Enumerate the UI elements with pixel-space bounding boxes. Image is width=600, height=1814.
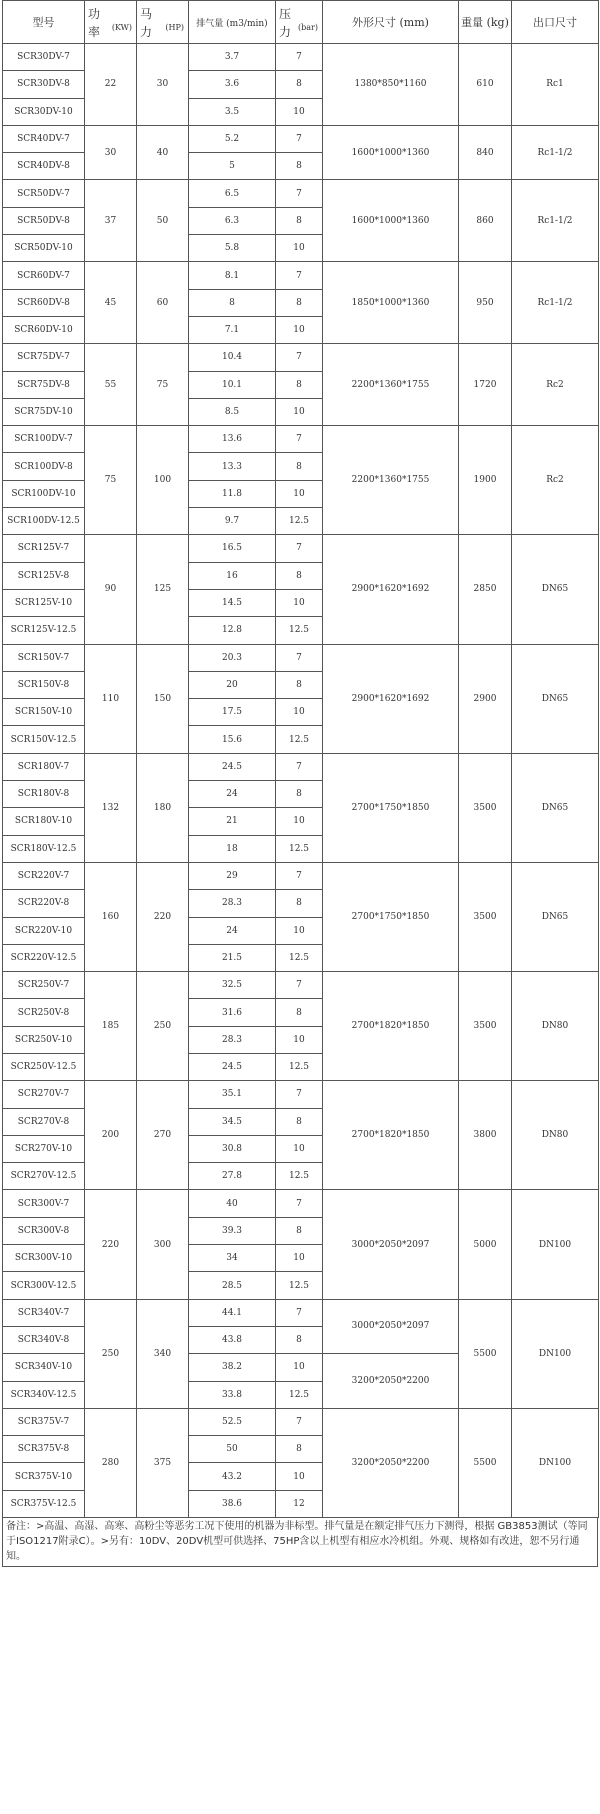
- port-cell: DN100: [512, 1190, 599, 1299]
- pres-cell: 10: [276, 235, 323, 262]
- hp-cell: 375: [137, 1408, 189, 1517]
- wt-cell: 2850: [459, 535, 512, 644]
- air-cell: 6.3: [189, 207, 276, 234]
- air-cell: 11.8: [189, 480, 276, 507]
- wt-cell: 3500: [459, 862, 512, 971]
- air-cell: 28.3: [189, 890, 276, 917]
- dim-cell: 2900*1620*1692: [323, 644, 459, 753]
- air-cell: 30.8: [189, 1135, 276, 1162]
- dim-cell: 1600*1000*1360: [323, 125, 459, 180]
- port-cell: DN65: [512, 753, 599, 862]
- air-cell: 24.5: [189, 1053, 276, 1080]
- port-cell: DN100: [512, 1408, 599, 1517]
- table-row: [3, 1299, 599, 1326]
- wt-cell: 1900: [459, 426, 512, 535]
- table-row: [3, 262, 599, 289]
- pres-cell: 7: [276, 753, 323, 780]
- model-cell: SCR340V-12.5: [3, 1381, 85, 1408]
- pres-cell: 10: [276, 98, 323, 125]
- pres-cell: 8: [276, 371, 323, 398]
- hp-cell: 30: [137, 44, 189, 126]
- header-weight: 重量 (kg): [459, 1, 512, 44]
- dim-cell: 2200*1360*1755: [323, 344, 459, 426]
- header-dim: 外形尺寸 (mm): [323, 1, 459, 44]
- model-cell: SCR270V-8: [3, 1108, 85, 1135]
- model-cell: SCR300V-7: [3, 1190, 85, 1217]
- dim-cell: 1850*1000*1360: [323, 262, 459, 344]
- pres-cell: 8: [276, 1217, 323, 1244]
- model-cell: SCR220V-12.5: [3, 944, 85, 971]
- air-cell: 20: [189, 671, 276, 698]
- pw-cell: 200: [85, 1081, 137, 1190]
- dim-cell: 2900*1620*1692: [323, 535, 459, 644]
- model-cell: SCR340V-8: [3, 1326, 85, 1353]
- pres-cell: 8: [276, 890, 323, 917]
- model-cell: SCR270V-10: [3, 1135, 85, 1162]
- header-hp: 马 力 (HP): [137, 1, 189, 44]
- dim-cell: 3000*2050*2097: [323, 1299, 459, 1354]
- pres-cell: 12.5: [276, 1272, 323, 1299]
- dim-cell: 3000*2050*2097: [323, 1190, 459, 1299]
- hp-cell: 50: [137, 180, 189, 262]
- header-port: 出口尺寸: [512, 1, 599, 44]
- model-cell: SCR125V-7: [3, 535, 85, 562]
- model-cell: SCR100DV-10: [3, 480, 85, 507]
- pres-cell: 10: [276, 316, 323, 343]
- pw-cell: 45: [85, 262, 137, 344]
- table-row: [3, 344, 599, 371]
- pres-cell: 7: [276, 644, 323, 671]
- wt-cell: 3500: [459, 972, 512, 1081]
- air-cell: 8.1: [189, 262, 276, 289]
- table-row: [3, 44, 599, 71]
- model-cell: SCR180V-12.5: [3, 835, 85, 862]
- hp-cell: 150: [137, 644, 189, 753]
- dim-cell: 2700*1750*1850: [323, 862, 459, 971]
- air-cell: 24.5: [189, 753, 276, 780]
- pres-cell: 8: [276, 207, 323, 234]
- air-cell: 39.3: [189, 1217, 276, 1244]
- air-cell: 38.6: [189, 1490, 276, 1517]
- model-cell: SCR340V-7: [3, 1299, 85, 1326]
- model-cell: SCR180V-7: [3, 753, 85, 780]
- table-row: [3, 426, 599, 453]
- pres-cell: 10: [276, 1135, 323, 1162]
- model-cell: SCR150V-7: [3, 644, 85, 671]
- port-cell: DN65: [512, 535, 599, 644]
- model-cell: SCR340V-10: [3, 1354, 85, 1381]
- dim-cell: 3200*2050*2200: [323, 1354, 459, 1409]
- port-cell: Rc2: [512, 426, 599, 535]
- port-cell: DN80: [512, 1081, 599, 1190]
- model-cell: SCR40DV-8: [3, 153, 85, 180]
- dim-cell: 2700*1750*1850: [323, 753, 459, 862]
- model-cell: SCR60DV-7: [3, 262, 85, 289]
- dim-cell: 1600*1000*1360: [323, 180, 459, 262]
- dim-cell: 2700*1820*1850: [323, 1081, 459, 1190]
- port-cell: DN65: [512, 644, 599, 753]
- pres-cell: 8: [276, 1326, 323, 1353]
- pres-cell: 7: [276, 125, 323, 152]
- hp-cell: 75: [137, 344, 189, 426]
- header-row: [3, 1, 599, 44]
- model-cell: SCR180V-10: [3, 808, 85, 835]
- model-cell: SCR75DV-10: [3, 398, 85, 425]
- air-cell: 5.2: [189, 125, 276, 152]
- hp-cell: 180: [137, 753, 189, 862]
- model-cell: SCR270V-12.5: [3, 1163, 85, 1190]
- model-cell: SCR375V-12.5: [3, 1490, 85, 1517]
- wt-cell: 3800: [459, 1081, 512, 1190]
- pw-cell: 220: [85, 1190, 137, 1299]
- air-cell: 8: [189, 289, 276, 316]
- pres-cell: 12.5: [276, 726, 323, 753]
- model-cell: SCR30DV-7: [3, 44, 85, 71]
- port-cell: Rc1-1/2: [512, 180, 599, 262]
- pres-cell: 8: [276, 999, 323, 1026]
- dim-cell: 2700*1820*1850: [323, 972, 459, 1081]
- model-cell: SCR100DV-7: [3, 426, 85, 453]
- air-cell: 50: [189, 1436, 276, 1463]
- air-cell: 13.3: [189, 453, 276, 480]
- air-cell: 28.5: [189, 1272, 276, 1299]
- pres-cell: 8: [276, 453, 323, 480]
- model-cell: SCR125V-8: [3, 562, 85, 589]
- hp-cell: 300: [137, 1190, 189, 1299]
- pres-cell: 10: [276, 589, 323, 616]
- model-cell: SCR375V-7: [3, 1408, 85, 1435]
- hp-cell: 220: [137, 862, 189, 971]
- air-cell: 17.5: [189, 699, 276, 726]
- pres-cell: 7: [276, 1081, 323, 1108]
- table-row: [3, 644, 599, 671]
- pres-cell: 12.5: [276, 944, 323, 971]
- pres-cell: 10: [276, 1245, 323, 1272]
- header-pressure: 压 力 (bar): [276, 1, 323, 44]
- header-air: 排气量 (m3/min): [189, 1, 276, 44]
- air-cell: 14.5: [189, 589, 276, 616]
- model-cell: SCR150V-8: [3, 671, 85, 698]
- pres-cell: 8: [276, 153, 323, 180]
- pres-cell: 8: [276, 71, 323, 98]
- pres-cell: 7: [276, 1299, 323, 1326]
- pres-cell: 12.5: [276, 1053, 323, 1080]
- pres-cell: 7: [276, 1408, 323, 1435]
- air-cell: 10.4: [189, 344, 276, 371]
- air-cell: 24: [189, 781, 276, 808]
- model-cell: SCR270V-7: [3, 1081, 85, 1108]
- air-cell: 9.7: [189, 508, 276, 535]
- air-cell: 43.2: [189, 1463, 276, 1490]
- model-cell: SCR50DV-10: [3, 235, 85, 262]
- hp-cell: 60: [137, 262, 189, 344]
- wt-cell: 3500: [459, 753, 512, 862]
- pw-cell: 160: [85, 862, 137, 971]
- pres-cell: 10: [276, 1354, 323, 1381]
- spec-table: [2, 0, 599, 1518]
- hp-cell: 100: [137, 426, 189, 535]
- wt-cell: 5500: [459, 1408, 512, 1517]
- air-cell: 35.1: [189, 1081, 276, 1108]
- model-cell: SCR250V-8: [3, 999, 85, 1026]
- pw-cell: 30: [85, 125, 137, 180]
- air-cell: 33.8: [189, 1381, 276, 1408]
- model-cell: SCR375V-8: [3, 1436, 85, 1463]
- table-row: [3, 1081, 599, 1108]
- air-cell: 32.5: [189, 972, 276, 999]
- footnote: 备注：>高温、高湿、高寒、高粉尘等恶劣工况下使用的机器为非标型。排气量是在额定排气压力下测得，根据 GB3853测试（等同于ISO1217附录C）。>另有：10DV、20DV机型可供选择、75HP含以上机型有相应水冷机组。外观、规格如有改进，恕不另行通知。: [2, 1517, 598, 1567]
- pw-cell: 132: [85, 753, 137, 862]
- pw-cell: 37: [85, 180, 137, 262]
- model-cell: SCR60DV-8: [3, 289, 85, 316]
- pres-cell: 10: [276, 699, 323, 726]
- wt-cell: 2900: [459, 644, 512, 753]
- port-cell: DN100: [512, 1299, 599, 1408]
- wt-cell: 860: [459, 180, 512, 262]
- model-cell: SCR300V-10: [3, 1245, 85, 1272]
- air-cell: 13.6: [189, 426, 276, 453]
- table-row: [3, 862, 599, 889]
- wt-cell: 5000: [459, 1190, 512, 1299]
- model-cell: SCR220V-7: [3, 862, 85, 889]
- pw-cell: 250: [85, 1299, 137, 1408]
- port-cell: DN80: [512, 972, 599, 1081]
- model-cell: SCR75DV-8: [3, 371, 85, 398]
- pw-cell: 75: [85, 426, 137, 535]
- wt-cell: 1720: [459, 344, 512, 426]
- pres-cell: 7: [276, 972, 323, 999]
- air-cell: 20.3: [189, 644, 276, 671]
- air-cell: 3.7: [189, 44, 276, 71]
- pres-cell: 12.5: [276, 1163, 323, 1190]
- dim-cell: 1380*850*1160: [323, 44, 459, 126]
- table-row: [3, 1408, 599, 1435]
- air-cell: 34: [189, 1245, 276, 1272]
- table-row: [3, 535, 599, 562]
- table-row: [3, 125, 599, 152]
- model-cell: SCR220V-10: [3, 917, 85, 944]
- model-cell: SCR250V-12.5: [3, 1053, 85, 1080]
- table-row: [3, 753, 599, 780]
- air-cell: 29: [189, 862, 276, 889]
- air-cell: 24: [189, 917, 276, 944]
- pres-cell: 7: [276, 180, 323, 207]
- model-cell: SCR30DV-10: [3, 98, 85, 125]
- model-cell: SCR30DV-8: [3, 71, 85, 98]
- air-cell: 40: [189, 1190, 276, 1217]
- hp-cell: 270: [137, 1081, 189, 1190]
- model-cell: SCR40DV-7: [3, 125, 85, 152]
- table-row: [3, 972, 599, 999]
- air-cell: 3.5: [189, 98, 276, 125]
- pres-cell: 7: [276, 862, 323, 889]
- pres-cell: 10: [276, 480, 323, 507]
- air-cell: 21.5: [189, 944, 276, 971]
- model-cell: SCR60DV-10: [3, 316, 85, 343]
- pres-cell: 12: [276, 1490, 323, 1517]
- pres-cell: 8: [276, 1436, 323, 1463]
- air-cell: 3.6: [189, 71, 276, 98]
- air-cell: 8.5: [189, 398, 276, 425]
- wt-cell: 610: [459, 44, 512, 126]
- model-cell: SCR125V-12.5: [3, 617, 85, 644]
- air-cell: 27.8: [189, 1163, 276, 1190]
- model-cell: SCR150V-12.5: [3, 726, 85, 753]
- air-cell: 15.6: [189, 726, 276, 753]
- air-cell: 28.3: [189, 1026, 276, 1053]
- model-cell: SCR375V-10: [3, 1463, 85, 1490]
- pres-cell: 7: [276, 262, 323, 289]
- pw-cell: 110: [85, 644, 137, 753]
- wt-cell: 840: [459, 125, 512, 180]
- air-cell: 10.1: [189, 371, 276, 398]
- hp-cell: 250: [137, 972, 189, 1081]
- pres-cell: 10: [276, 1463, 323, 1490]
- model-cell: SCR50DV-7: [3, 180, 85, 207]
- air-cell: 34.5: [189, 1108, 276, 1135]
- model-cell: SCR100DV-12.5: [3, 508, 85, 535]
- table-row: [3, 1190, 599, 1217]
- model-cell: SCR300V-8: [3, 1217, 85, 1244]
- pres-cell: 8: [276, 781, 323, 808]
- pres-cell: 10: [276, 398, 323, 425]
- pres-cell: 8: [276, 289, 323, 316]
- air-cell: 18: [189, 835, 276, 862]
- air-cell: 21: [189, 808, 276, 835]
- header-power: 功 率 (KW): [85, 1, 137, 44]
- model-cell: SCR250V-7: [3, 972, 85, 999]
- pres-cell: 8: [276, 1108, 323, 1135]
- pres-cell: 8: [276, 562, 323, 589]
- model-cell: SCR125V-10: [3, 589, 85, 616]
- header-model: 型号: [3, 1, 85, 44]
- pw-cell: 90: [85, 535, 137, 644]
- pres-cell: 8: [276, 671, 323, 698]
- air-cell: 12.8: [189, 617, 276, 644]
- air-cell: 38.2: [189, 1354, 276, 1381]
- air-cell: 5.8: [189, 235, 276, 262]
- air-cell: 43.8: [189, 1326, 276, 1353]
- hp-cell: 340: [137, 1299, 189, 1408]
- hp-cell: 125: [137, 535, 189, 644]
- pres-cell: 10: [276, 1026, 323, 1053]
- air-cell: 44.1: [189, 1299, 276, 1326]
- pres-cell: 10: [276, 917, 323, 944]
- dim-cell: 2200*1360*1755: [323, 426, 459, 535]
- pres-cell: 10: [276, 808, 323, 835]
- wt-cell: 950: [459, 262, 512, 344]
- model-cell: SCR100DV-8: [3, 453, 85, 480]
- air-cell: 5: [189, 153, 276, 180]
- hp-cell: 40: [137, 125, 189, 180]
- pw-cell: 22: [85, 44, 137, 126]
- pres-cell: 12.5: [276, 1381, 323, 1408]
- model-cell: SCR50DV-8: [3, 207, 85, 234]
- pres-cell: 7: [276, 44, 323, 71]
- port-cell: Rc1-1/2: [512, 262, 599, 344]
- pres-cell: 7: [276, 1190, 323, 1217]
- model-cell: SCR75DV-7: [3, 344, 85, 371]
- port-cell: Rc2: [512, 344, 599, 426]
- pw-cell: 55: [85, 344, 137, 426]
- air-cell: 7.1: [189, 316, 276, 343]
- port-cell: DN65: [512, 862, 599, 971]
- pres-cell: 7: [276, 535, 323, 562]
- pres-cell: 12.5: [276, 835, 323, 862]
- air-cell: 52.5: [189, 1408, 276, 1435]
- dim-cell: 3200*2050*2200: [323, 1408, 459, 1517]
- model-cell: SCR180V-8: [3, 781, 85, 808]
- air-cell: 31.6: [189, 999, 276, 1026]
- model-cell: SCR300V-12.5: [3, 1272, 85, 1299]
- port-cell: Rc1-1/2: [512, 125, 599, 180]
- pres-cell: 12.5: [276, 508, 323, 535]
- pres-cell: 7: [276, 344, 323, 371]
- pw-cell: 185: [85, 972, 137, 1081]
- model-cell: SCR150V-10: [3, 699, 85, 726]
- pw-cell: 280: [85, 1408, 137, 1517]
- air-cell: 6.5: [189, 180, 276, 207]
- table-row: [3, 180, 599, 207]
- pres-cell: 7: [276, 426, 323, 453]
- air-cell: 16.5: [189, 535, 276, 562]
- air-cell: 16: [189, 562, 276, 589]
- port-cell: Rc1: [512, 44, 599, 126]
- pres-cell: 12.5: [276, 617, 323, 644]
- model-cell: SCR250V-10: [3, 1026, 85, 1053]
- model-cell: SCR220V-8: [3, 890, 85, 917]
- wt-cell: 5500: [459, 1299, 512, 1408]
